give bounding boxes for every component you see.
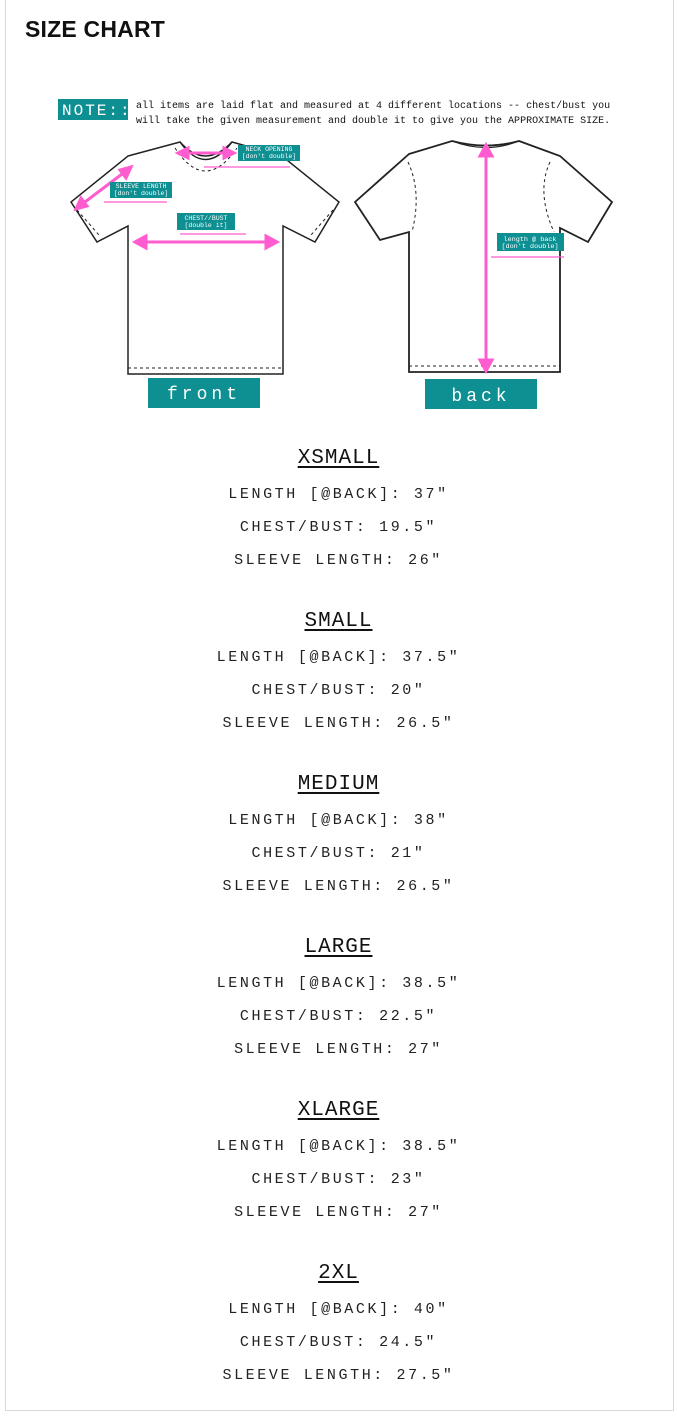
size-name: LARGE: [304, 936, 373, 959]
note-line-2: will take the given measurement and double it to give you the APPROXIMATE SIZE.: [136, 116, 611, 127]
chest-measurement: CHEST/BUST: 21": [251, 845, 426, 862]
chest-label-1: CHEST//BUST: [184, 215, 228, 222]
size-list: [0, 445, 677, 1423]
front-tshirt: [71, 142, 339, 374]
sleeve-measurement: SLEEVE LENGTH: 26.5": [222, 715, 455, 732]
chest-measurement: CHEST/BUST: 19.5": [239, 519, 438, 536]
chest-measurement: CHEST/BUST: 20": [251, 682, 426, 699]
sleeve-measurement: SLEEVE LENGTH: 27": [234, 1204, 443, 1221]
size-name: 2XL: [318, 1262, 359, 1285]
neck-label-1: NECK OPENING: [245, 146, 293, 153]
size-block-2xl: [0, 1260, 677, 1423]
sleeve-measurement: SLEEVE LENGTH: 27.5": [222, 1367, 455, 1384]
note-tag: NOTE::: [62, 102, 132, 120]
length-measurement: LENGTH [@BACK]: 37.5": [216, 649, 461, 666]
size-name: XSMALL: [297, 447, 380, 470]
length-measurement: LENGTH [@BACK]: 38": [228, 812, 449, 829]
size-name: SMALL: [304, 610, 373, 633]
measurement-diagram: [50, 92, 630, 417]
sleeve-measurement: SLEEVE LENGTH: 27": [234, 1041, 443, 1058]
chest-label-2: [double it]: [184, 222, 228, 229]
front-label: front: [166, 385, 242, 405]
sleeve-measurement: SLEEVE LENGTH: 26": [234, 552, 443, 569]
length-measurement: LENGTH [@BACK]: 37": [228, 486, 449, 503]
back-label: back: [451, 387, 511, 407]
size-name: XLARGE: [297, 1099, 380, 1122]
size-block-small: [0, 608, 677, 771]
size-block-xlarge: [0, 1097, 677, 1260]
size-block-xsmall: [0, 445, 677, 608]
size-name: MEDIUM: [297, 773, 380, 796]
page-title: SIZE CHART: [25, 16, 165, 42]
length-label-1: length @ back: [503, 236, 557, 244]
length-measurement: LENGTH [@BACK]: 38.5": [216, 975, 461, 992]
size-block-large: [0, 934, 677, 1097]
back-tshirt: [355, 141, 612, 372]
length-measurement: LENGTH [@BACK]: 38.5": [216, 1138, 461, 1155]
length-label-2: [don't double]: [501, 243, 559, 251]
chest-measurement: CHEST/BUST: 24.5": [239, 1334, 438, 1351]
sleeve-label-1: SLEEVE LENGTH: [115, 183, 167, 190]
note-line-1: all items are laid flat and measured at 4 different locations -- chest/bust you: [136, 101, 611, 112]
size-block-medium: [0, 771, 677, 934]
length-measurement: LENGTH [@BACK]: 40": [228, 1301, 449, 1318]
neck-label-2: [don't double]: [241, 153, 297, 160]
sleeve-measurement: SLEEVE LENGTH: 26.5": [222, 878, 455, 895]
chest-measurement: CHEST/BUST: 23": [251, 1171, 426, 1188]
chest-measurement: CHEST/BUST: 22.5": [239, 1008, 438, 1025]
sleeve-label-2: [don't double]: [113, 190, 169, 197]
